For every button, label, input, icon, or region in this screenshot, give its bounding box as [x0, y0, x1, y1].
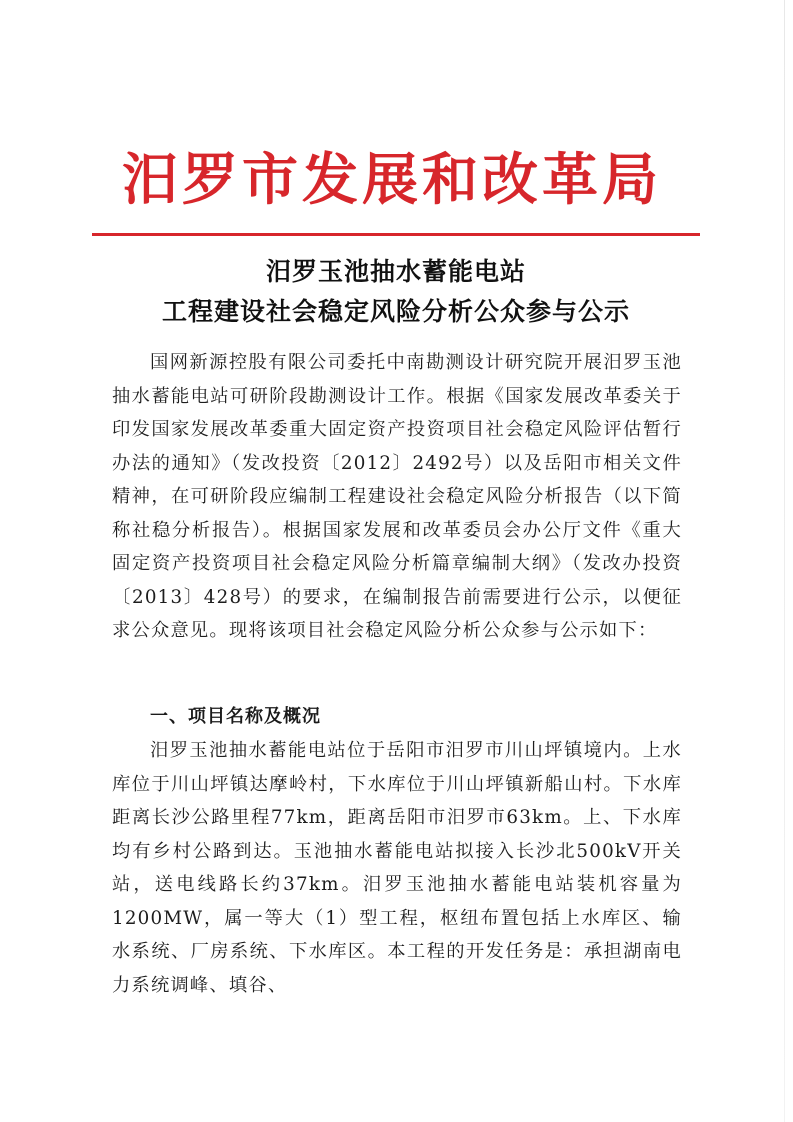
body-paragraph-project-overview: 汨罗玉池抽水蓄能电站位于岳阳市汨罗市川山坪镇境内。上水库位于川山坪镇达摩岭村，下水库位于川山坪镇新船山村。下水库距离长沙公路里程77km，距离岳阳市汨罗市63km。上、下水库均有乡村公路到达。玉池抽水蓄能电站拟接入长沙北500kV开关站，送电线路长约37km。汨罗玉池抽水蓄能电站装机容量为1200MW，属一等大（1）型工程，枢纽布置包括上水库区、输水系统、厂房系统、下水库区。本工程的开发任务是：承担湖南电力系统调峰、填谷、: [112, 740, 682, 996]
scan-edge-mark: [784, 0, 785, 1122]
letterhead-red-rule: [92, 233, 700, 236]
body-paragraph-intro: 国网新源控股有限公司委托中南勘测设计研究院开展汨罗玉池抽水蓄能电站可研阶段勘测设计工作。根据《国家发展改革委关于印发国家发展改革委重大固定资产投资项目社会稳定风险评估暂行办法的通知》（发改投资〔2012〕2492号）以及岳阳市相关文件精神，在可研阶段应编制工程建设社会稳定风险分析报告（以下简称社稳分析报告）。根据国家发展和改革委员会办公厅文件《重大固定资产投资项目社会稳定风险分析篇章编制大纲》（发改办投资〔2013〕428号）的要求，在编制报告前需要进行公示，以便征求公众意见。现将该项目社会稳定风险分析公众参与公示如下：: [112, 352, 682, 641]
section-heading-project-overview: 一、项目名称及概况: [150, 706, 321, 727]
document-title-line2: 工程建设社会稳定风险分析公众参与公示: [161, 297, 630, 326]
document-title-line1: 汨罗玉池抽水蓄能电站: [265, 257, 526, 286]
letterhead-agency-name: 汨罗市发展和改革局: [122, 147, 662, 213]
